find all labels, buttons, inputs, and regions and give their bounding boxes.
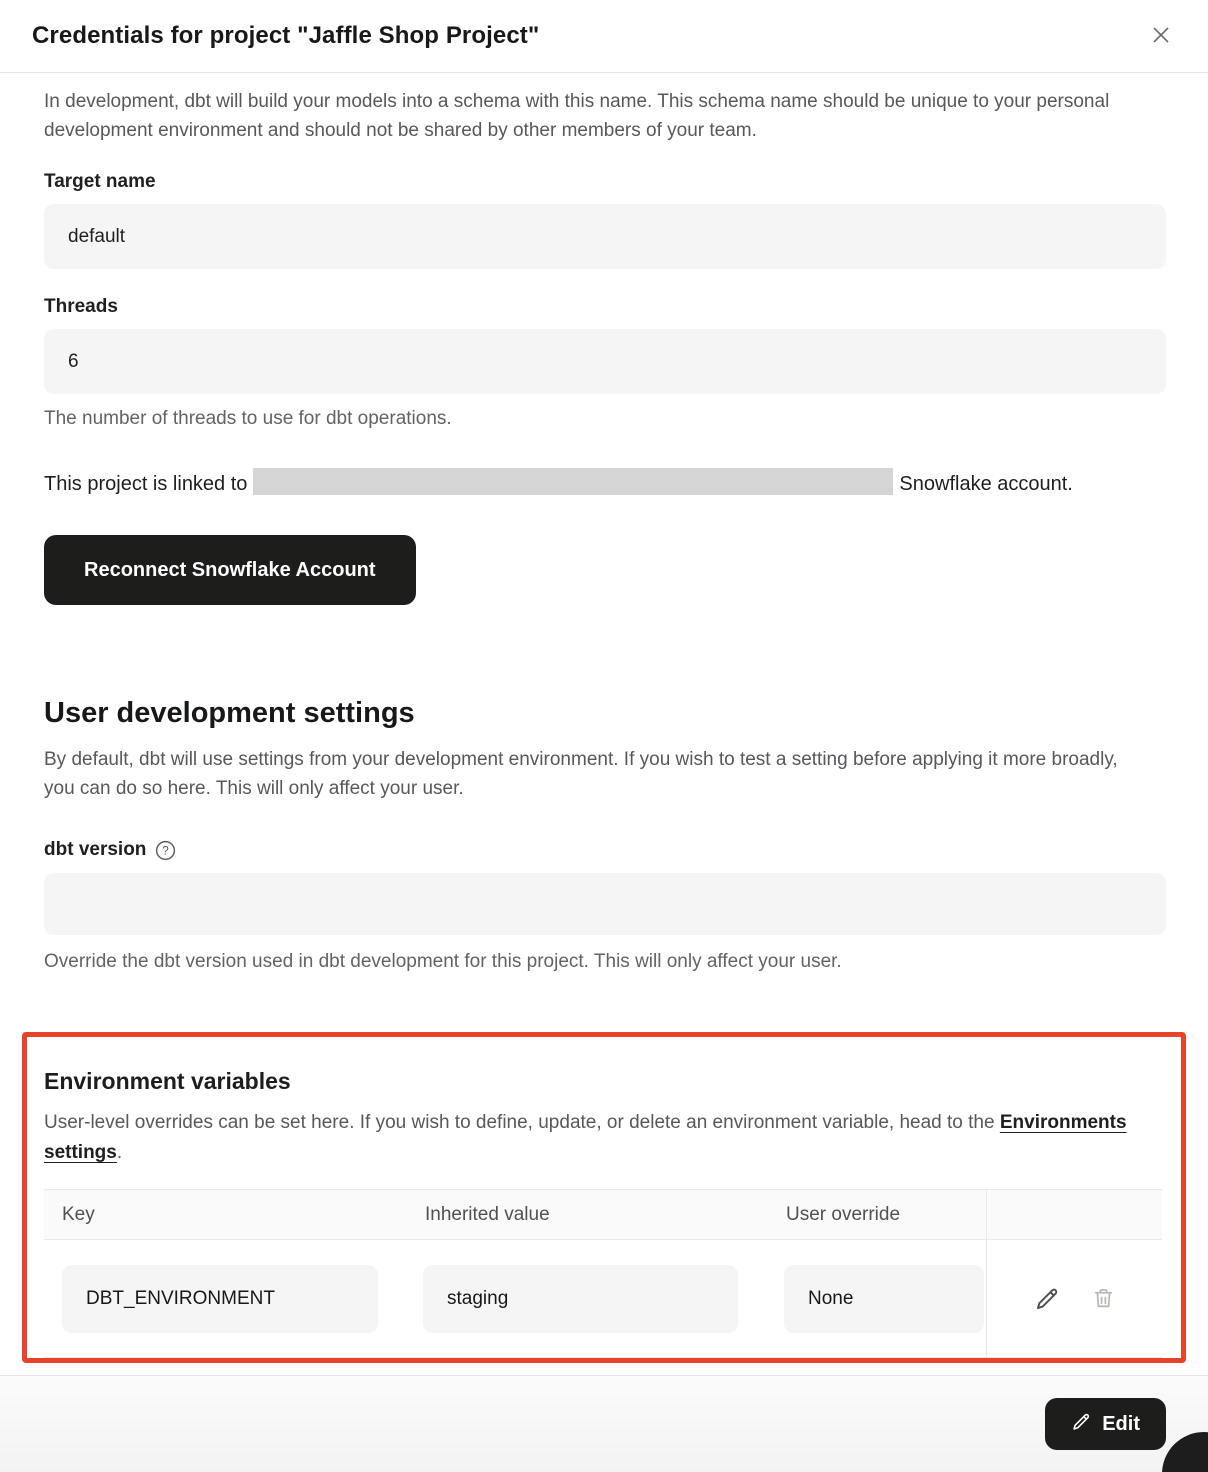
column-header-key: Key [62,1203,95,1225]
table-header-row [44,1190,1162,1240]
user-dev-settings-description: By default, dbt will use settings from your development environment. If you wish to test a setting before applying it more broadly, you can do so here. This will only affect your user. [44,749,1118,799]
cell-actions [986,1240,1162,1357]
redacted-account-name [253,468,893,495]
cell-key [44,1240,423,1357]
threads-helper-text: The number of threads to use for dbt operations. [44,408,452,429]
environment-variables-heading: Environment variables [44,1068,291,1094]
threads-field [44,296,1166,394]
linked-account-prefix: This project is linked to [44,473,248,495]
environments-settings-link[interactable]: Environments settings [44,1112,1127,1163]
dbt-version-input[interactable] [44,873,1166,935]
column-header-user-override: User override [786,1203,901,1225]
schema-intro-text: In development, dbt will build your models into a schema with this name. This schema name should be unique to your personal development environment and should not be shared by other members of your team. [44,91,1110,141]
user-override-value: None [784,1265,984,1333]
cell-inherited-value [423,1240,784,1357]
target-name-input[interactable] [44,204,1166,269]
environment-variables-section [22,1032,1186,1363]
cell-user-override [784,1240,986,1357]
env-description-suffix: . [116,1142,123,1163]
pencil-icon [1034,1285,1061,1312]
table-row [44,1240,1162,1357]
dbt-version-label-row [44,839,1166,861]
threads-input[interactable] [44,329,1166,394]
key-value: DBT_ENVIRONMENT [62,1265,378,1333]
svg-text:?: ? [162,843,170,858]
environment-variables-table [44,1189,1162,1358]
env-description-prefix: User-level overrides can be set here. If you wish to define, update, or delete an environment variable, head to the [44,1112,1000,1133]
dbt-version-label: dbt version [44,839,147,860]
help-icon[interactable] [155,840,176,861]
linked-account-suffix: Snowflake account. [899,473,1073,495]
close-button[interactable] [1144,19,1178,53]
reconnect-snowflake-button-label: Reconnect Snowflake Account [84,558,376,581]
reconnect-snowflake-button[interactable] [44,535,416,605]
edit-row-button[interactable] [1032,1283,1063,1314]
column-header-actions [986,1190,1162,1239]
modal-header [0,0,1208,73]
user-dev-settings-heading: User development settings [44,697,415,729]
column-header-inherited-value: Inherited value [425,1203,550,1225]
edit-button-label: Edit [1102,1412,1140,1435]
environment-variables-description [44,1108,1159,1168]
modal-title: Credentials for project "Jaffle Shop Project" [32,22,540,49]
modal-footer [0,1375,1208,1472]
close-icon [1149,23,1173,50]
target-name-field [44,171,1166,269]
delete-row-button[interactable] [1089,1284,1118,1313]
corner-blob [1162,1432,1208,1472]
target-name-label: Target name [44,171,156,192]
edit-button[interactable] [1045,1398,1166,1450]
inherited-value: staging [423,1265,738,1333]
trash-icon [1091,1286,1116,1311]
threads-label: Threads [44,296,118,317]
linked-account-text [44,466,1166,502]
edit-pencil-icon [1071,1411,1092,1438]
dbt-version-helper-text: Override the dbt version used in dbt development for this project. This will only affect your user. [44,951,842,972]
